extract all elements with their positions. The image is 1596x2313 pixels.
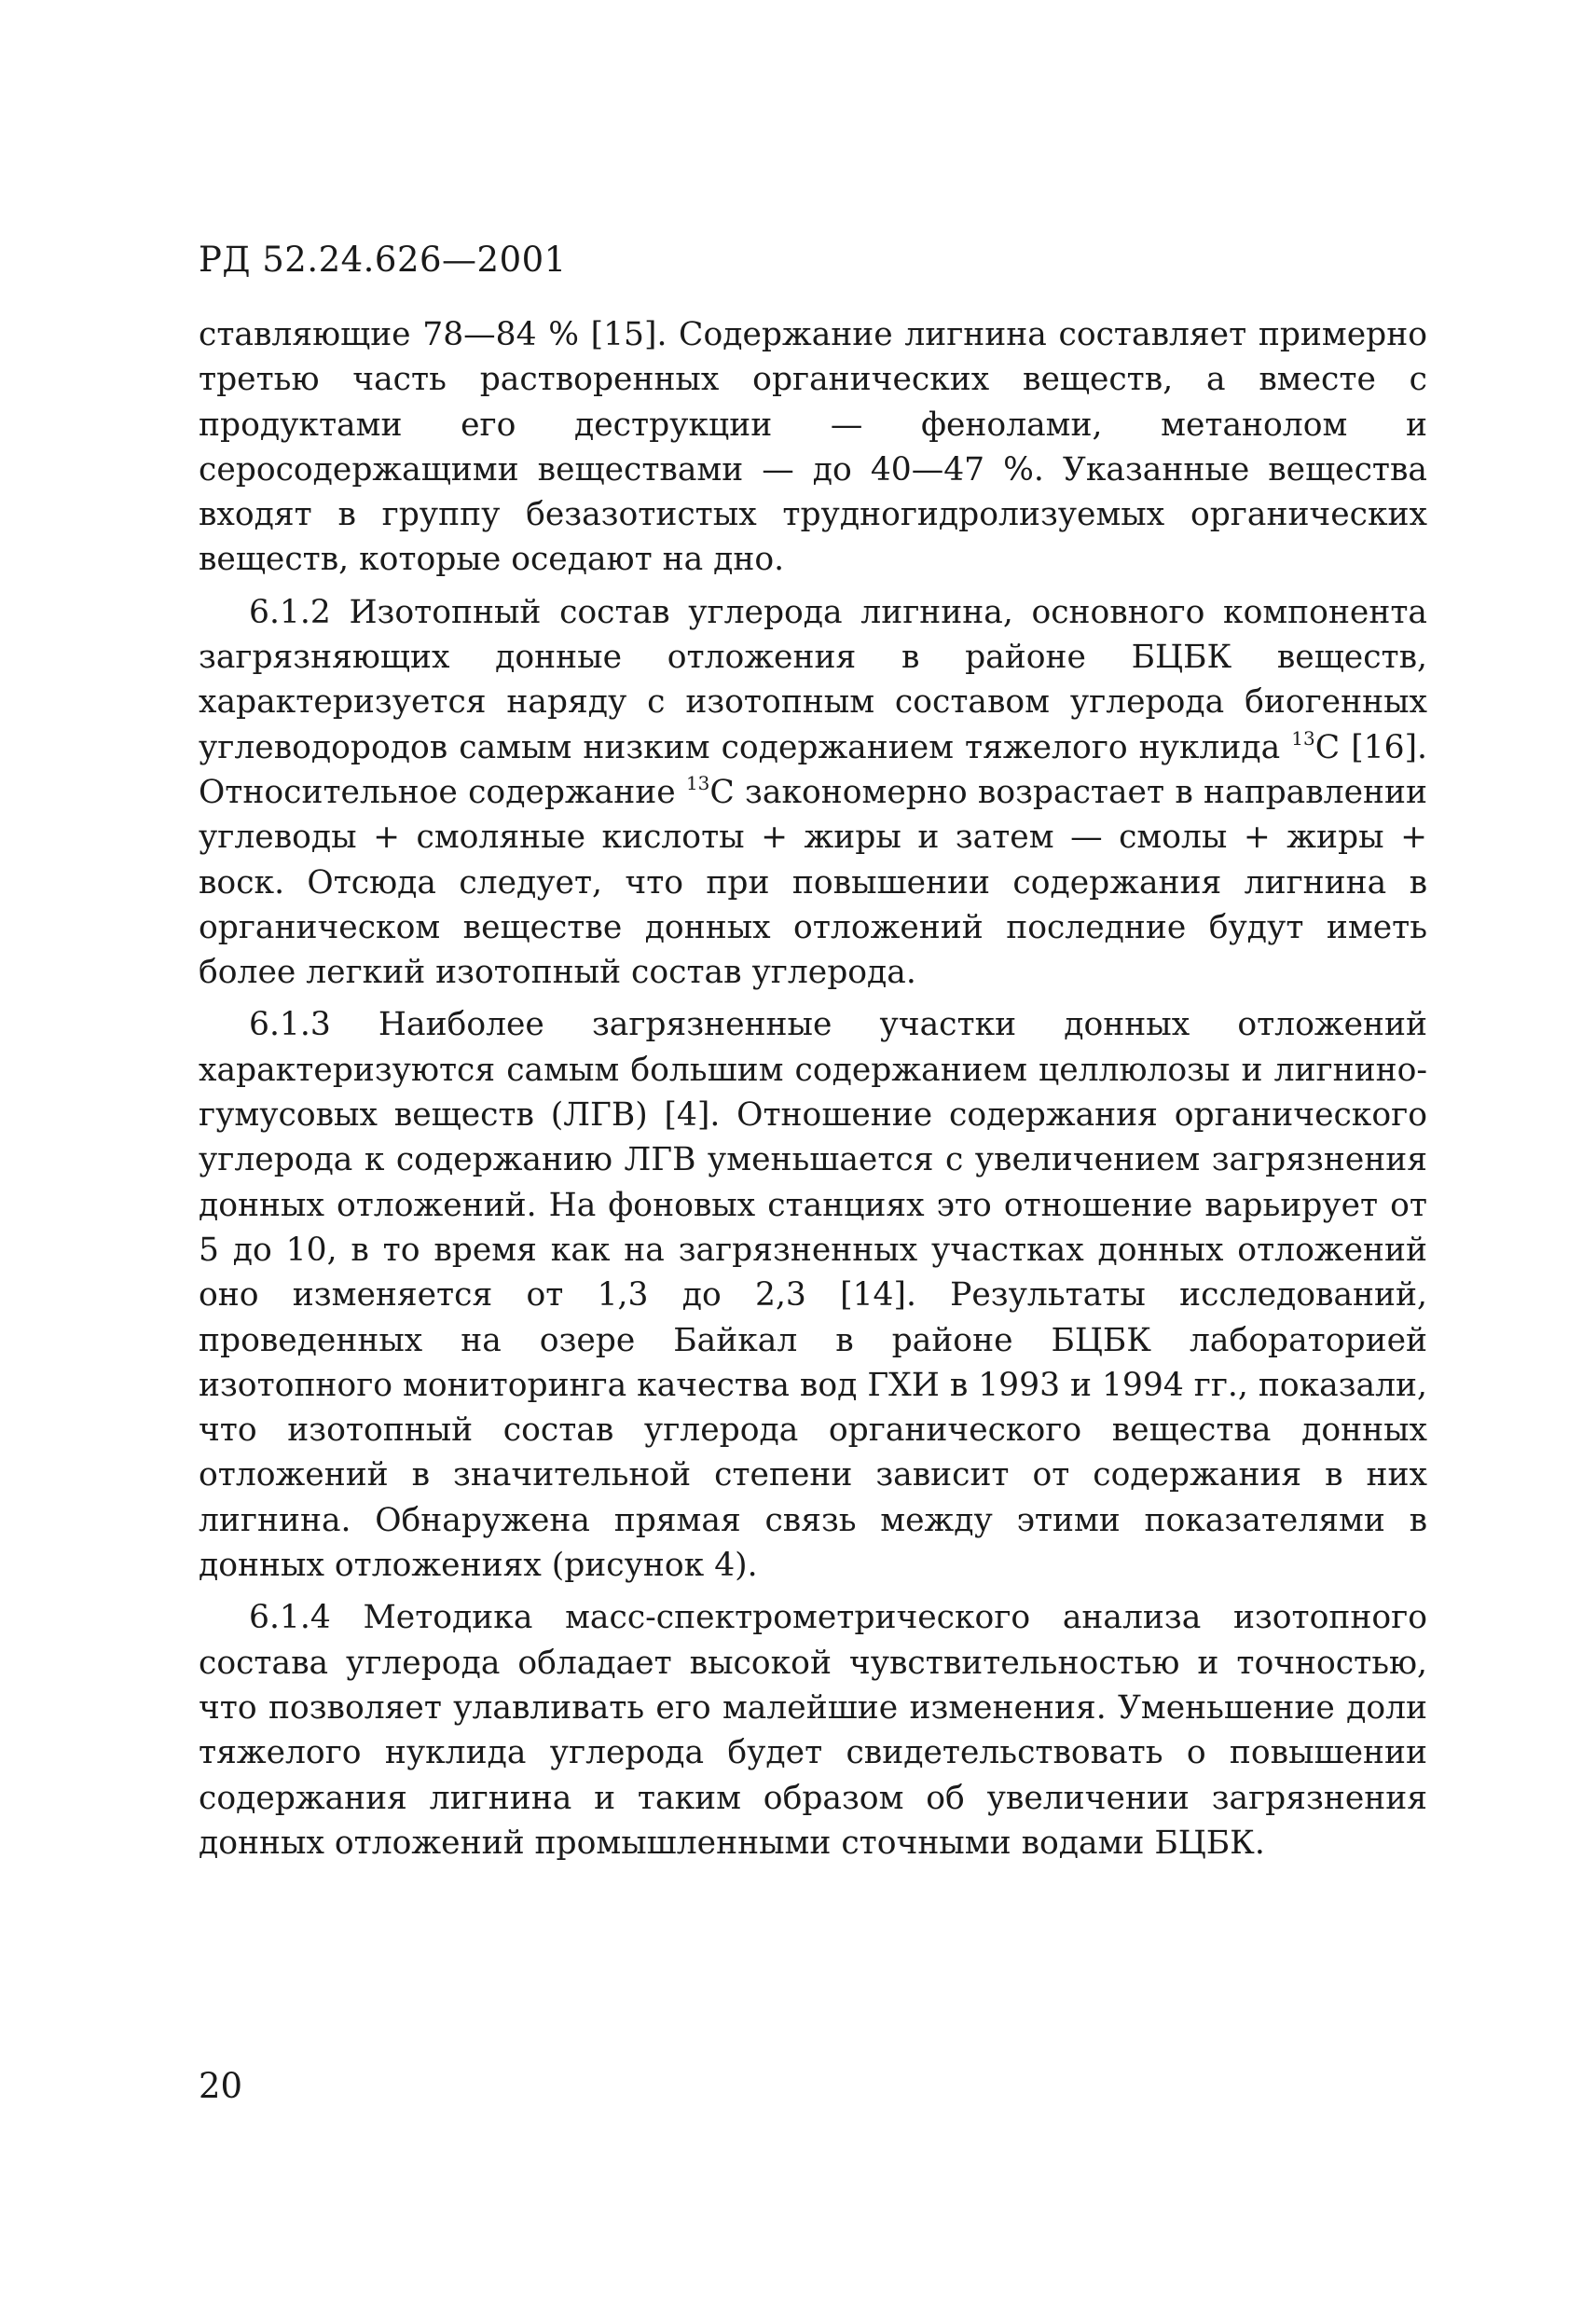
- isotope-superscript-a: 13: [1291, 726, 1315, 750]
- isotope-superscript-b: 13: [685, 771, 710, 794]
- paragraph-6-1-2-text-c: С закономерно возрастает в направлении углеводы + смоляные кислоты + жиры и затем — смолы + жиры + воск. Отсюда следует, что при повышении содержания лигнина в органическом веществе донных отложений последние будут иметь более легкий изотопный состав углерода.: [199, 773, 1427, 992]
- paragraph-continuation: ставляющие 78—84 % [15]. Содержание лигнина составляет примерно третью часть растворенных органических веществ, а вместе с продуктами его деструкции — фенолами, метанолом и серосодержащими веществами — до 40—47 %. Указанные вещества входят в группу безазотистых трудногидролизуемых органических веществ, которые оседают на дно.: [199, 316, 1427, 579]
- document-page: [199, 238, 1427, 2177]
- paragraph-6-1-4: 6.1.4 Методика масс-спектрометрического анализа изотопного состава углерода обладает высокой чувствительностью и точностью, что позволяет улавливать его малейшие изменения. Уменьшение доли тяжелого нуклида углерода будет свидетельствовать о повышении содержания лигнина и таким образом об увеличении загрязнения донных отложений промышленными сточными водами БЦБК.: [199, 1599, 1427, 1862]
- paragraph-6-1-2: [199, 590, 1427, 996]
- document-code-header: РД 52.24.626—2001: [199, 240, 567, 280]
- paragraph-6-1-3: 6.1.3 Наиболее загрязненные участки донных отложений характеризуются самым большим содержанием целлюлозы и лигнино-гумусовых веществ (ЛГВ) [4]. Отношение содержания органического углерода к содержанию ЛГВ уменьшается с увеличением загрязнения донных отложений. На фоновых станциях это отношение варьирует от 5 до 10, в то время как на загрязненных участках донных отложений оно изменяется от 1,3 до 2,3 [14]. Результаты исследований, проведенных на озере Байкал в районе БЦБК лабораторией изотопного мониторинга качества вод ГХИ в 1993 и 1994 гг., показали, что изотопный состав углерода органического вещества донных отложений в значительной степени зависит от содержания в них лигнина. Обнаружена прямая связь между этими показателями в донных отложениях (рисунок 4).: [199, 1006, 1427, 1585]
- paragraph-6-1-2-text-b: С [16]. Относительное содержание: [199, 728, 1427, 811]
- paragraph-6-1-2-text-a: 6.1.2 Изотопный состав углерода лигнина, основного компонента загрязняющих донные отложения в районе БЦБК веществ, характеризуется наряду с изотопным составом углерода биогенных углеводородов самым низким содержанием тяжелого нуклида: [199, 593, 1427, 766]
- page-number: 20: [199, 2066, 243, 2106]
